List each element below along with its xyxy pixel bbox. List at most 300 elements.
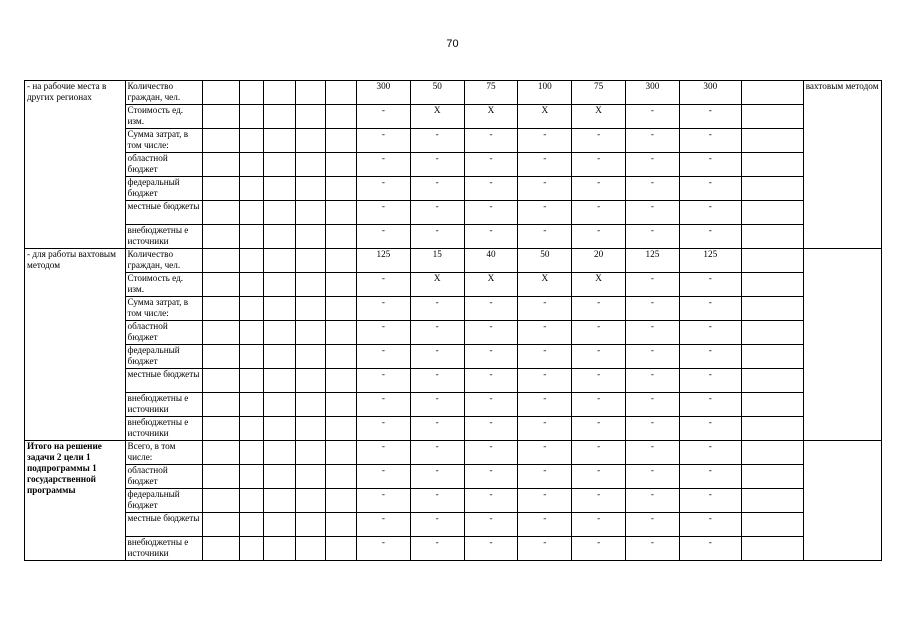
empty-cell (202, 321, 240, 345)
metric-label: Количество граждан, чел. (125, 249, 202, 273)
empty-cell (325, 417, 356, 441)
value-cell: 300 (679, 81, 741, 105)
table-row (25, 153, 882, 177)
value-cell: - (464, 297, 518, 321)
empty-cell (263, 153, 295, 177)
metric-label: местные бюджеты (125, 369, 202, 393)
empty-cell (325, 153, 356, 177)
empty-cell (263, 81, 295, 105)
table-row (25, 129, 882, 153)
value-cell: Х (464, 273, 518, 297)
empty-cell (263, 225, 295, 249)
value-cell: - (410, 297, 464, 321)
empty-cell (741, 129, 803, 153)
empty-cell (741, 537, 803, 561)
empty-cell (325, 537, 356, 561)
value-cell: - (626, 417, 680, 441)
value-cell: - (356, 321, 410, 345)
value-cell: - (679, 537, 741, 561)
value-cell: - (679, 393, 741, 417)
empty-cell (741, 489, 803, 513)
value-cell: - (518, 345, 572, 369)
empty-cell (202, 441, 240, 465)
empty-cell (296, 369, 325, 393)
empty-cell (325, 513, 356, 537)
value-cell: - (572, 537, 626, 561)
empty-cell (325, 441, 356, 465)
value-cell: - (356, 177, 410, 201)
value-cell: 20 (572, 249, 626, 273)
value-cell: - (626, 321, 680, 345)
empty-cell (240, 297, 263, 321)
empty-cell (296, 105, 325, 129)
value-cell: - (464, 489, 518, 513)
value-cell: Х (410, 105, 464, 129)
empty-cell (296, 201, 325, 225)
metric-label: Всего, в том числе: (125, 441, 202, 465)
empty-cell (296, 489, 325, 513)
section-note: вахтовым методом (803, 81, 881, 249)
table-row (25, 81, 882, 105)
empty-cell (263, 273, 295, 297)
value-cell: - (356, 153, 410, 177)
empty-cell (202, 393, 240, 417)
value-cell: - (572, 369, 626, 393)
empty-cell (240, 465, 263, 489)
metric-label: Сумма затрат, в том числе: (125, 129, 202, 153)
empty-cell (325, 465, 356, 489)
value-cell: - (464, 321, 518, 345)
empty-cell (741, 513, 803, 537)
metric-label: федеральный бюджет (125, 489, 202, 513)
empty-cell (296, 393, 325, 417)
empty-cell (240, 129, 263, 153)
value-cell: 125 (626, 249, 680, 273)
value-cell: - (410, 393, 464, 417)
value-cell: - (626, 537, 680, 561)
value-cell: - (679, 465, 741, 489)
value-cell: - (572, 201, 626, 225)
value-cell: - (626, 369, 680, 393)
metric-label: федеральный бюджет (125, 345, 202, 369)
value-cell: - (356, 105, 410, 129)
empty-cell (325, 345, 356, 369)
value-cell: - (410, 369, 464, 393)
empty-cell (263, 513, 295, 537)
empty-cell (240, 153, 263, 177)
value-cell: - (572, 393, 626, 417)
empty-cell (741, 225, 803, 249)
empty-cell (263, 321, 295, 345)
empty-cell (263, 177, 295, 201)
value-cell: - (518, 489, 572, 513)
metric-label: местные бюджеты (125, 201, 202, 225)
value-cell: Х (518, 105, 572, 129)
table-row (25, 369, 882, 393)
empty-cell (263, 129, 295, 153)
value-cell: Х (410, 273, 464, 297)
table-row (25, 273, 882, 297)
value-cell: - (518, 225, 572, 249)
value-cell: - (518, 537, 572, 561)
value-cell: - (410, 153, 464, 177)
value-cell: - (626, 177, 680, 201)
table-row (25, 441, 882, 465)
empty-cell (741, 369, 803, 393)
empty-cell (296, 81, 325, 105)
value-cell: - (626, 201, 680, 225)
empty-cell (325, 297, 356, 321)
empty-cell (296, 321, 325, 345)
empty-cell (240, 321, 263, 345)
empty-cell (263, 465, 295, 489)
value-cell: - (356, 441, 410, 465)
table-row (25, 105, 882, 129)
value-cell: - (679, 273, 741, 297)
empty-cell (263, 441, 295, 465)
empty-cell (202, 153, 240, 177)
empty-cell (240, 345, 263, 369)
empty-cell (325, 105, 356, 129)
value-cell: - (626, 153, 680, 177)
empty-cell (296, 225, 325, 249)
empty-cell (325, 369, 356, 393)
empty-cell (202, 345, 240, 369)
value-cell: Х (464, 105, 518, 129)
value-cell: - (464, 537, 518, 561)
value-cell: - (679, 321, 741, 345)
section-note (803, 249, 881, 441)
empty-cell (202, 129, 240, 153)
value-cell: - (410, 201, 464, 225)
value-cell: - (356, 225, 410, 249)
empty-cell (741, 297, 803, 321)
empty-cell (202, 513, 240, 537)
empty-cell (202, 369, 240, 393)
budget-table (24, 80, 882, 561)
value-cell: 15 (410, 249, 464, 273)
empty-cell (202, 201, 240, 225)
value-cell: 50 (518, 249, 572, 273)
empty-cell (741, 273, 803, 297)
section-title: - на рабочие места в других регионах (25, 81, 126, 249)
value-cell: - (464, 393, 518, 417)
empty-cell (325, 201, 356, 225)
value-cell: - (518, 393, 572, 417)
value-cell: - (410, 321, 464, 345)
value-cell: - (518, 129, 572, 153)
empty-cell (240, 393, 263, 417)
empty-cell (741, 393, 803, 417)
empty-cell (240, 249, 263, 273)
empty-cell (240, 489, 263, 513)
empty-cell (240, 81, 263, 105)
metric-label: Количество граждан, чел. (125, 81, 202, 105)
value-cell: - (572, 297, 626, 321)
empty-cell (202, 465, 240, 489)
section-title: Итого на решение задачи 2 цели 1 подпрограммы 1 государственной программы (25, 441, 126, 561)
value-cell: - (572, 321, 626, 345)
table-row (25, 537, 882, 561)
empty-cell (202, 105, 240, 129)
value-cell: - (518, 369, 572, 393)
value-cell: Х (572, 273, 626, 297)
metric-label: внебюджетны е источники (125, 417, 202, 441)
value-cell: - (410, 513, 464, 537)
empty-cell (325, 129, 356, 153)
value-cell: - (679, 417, 741, 441)
value-cell: - (356, 201, 410, 225)
value-cell: - (626, 513, 680, 537)
value-cell: - (518, 513, 572, 537)
empty-cell (741, 249, 803, 273)
value-cell: 50 (410, 81, 464, 105)
value-cell: - (464, 225, 518, 249)
value-cell: 40 (464, 249, 518, 273)
empty-cell (240, 417, 263, 441)
value-cell: 75 (572, 81, 626, 105)
value-cell: - (572, 225, 626, 249)
empty-cell (296, 297, 325, 321)
value-cell: - (410, 441, 464, 465)
value-cell: - (518, 465, 572, 489)
value-cell: - (626, 105, 680, 129)
value-cell: - (679, 177, 741, 201)
value-cell: 300 (356, 81, 410, 105)
empty-cell (240, 369, 263, 393)
value-cell: - (464, 465, 518, 489)
empty-cell (296, 153, 325, 177)
empty-cell (296, 345, 325, 369)
table-row (25, 513, 882, 537)
empty-cell (325, 225, 356, 249)
value-cell: - (356, 393, 410, 417)
empty-cell (741, 417, 803, 441)
empty-cell (240, 225, 263, 249)
value-cell: - (626, 441, 680, 465)
empty-cell (296, 417, 325, 441)
value-cell: - (464, 441, 518, 465)
empty-cell (202, 273, 240, 297)
value-cell: - (356, 513, 410, 537)
value-cell: - (410, 489, 464, 513)
empty-cell (202, 81, 240, 105)
value-cell: - (518, 201, 572, 225)
table-row (25, 321, 882, 345)
value-cell: 125 (679, 249, 741, 273)
empty-cell (263, 369, 295, 393)
value-cell: - (626, 393, 680, 417)
value-cell: Х (572, 105, 626, 129)
empty-cell (202, 297, 240, 321)
value-cell: - (572, 153, 626, 177)
value-cell: - (679, 489, 741, 513)
table-row (25, 297, 882, 321)
value-cell: 300 (626, 81, 680, 105)
table-row (25, 345, 882, 369)
value-cell: - (518, 441, 572, 465)
value-cell: - (679, 129, 741, 153)
value-cell: - (356, 465, 410, 489)
value-cell: - (679, 153, 741, 177)
empty-cell (240, 537, 263, 561)
metric-label: внебюджетны е источники (125, 537, 202, 561)
empty-cell (296, 273, 325, 297)
empty-cell (263, 489, 295, 513)
empty-cell (263, 393, 295, 417)
value-cell: - (356, 369, 410, 393)
empty-cell (741, 177, 803, 201)
metric-label: областной бюджет (125, 153, 202, 177)
empty-cell (202, 489, 240, 513)
value-cell: - (464, 177, 518, 201)
empty-cell (741, 465, 803, 489)
page-number: 70 (446, 38, 459, 50)
value-cell: - (464, 153, 518, 177)
value-cell: 100 (518, 81, 572, 105)
value-cell: - (626, 273, 680, 297)
value-cell: 125 (356, 249, 410, 273)
metric-label: местные бюджеты (125, 513, 202, 537)
metric-label: областной бюджет (125, 465, 202, 489)
value-cell: - (572, 513, 626, 537)
value-cell: - (356, 537, 410, 561)
value-cell: - (518, 321, 572, 345)
value-cell: - (518, 153, 572, 177)
value-cell: - (572, 345, 626, 369)
empty-cell (325, 489, 356, 513)
value-cell: - (518, 417, 572, 441)
value-cell: - (679, 297, 741, 321)
value-cell: 75 (464, 81, 518, 105)
empty-cell (741, 441, 803, 465)
value-cell: - (410, 225, 464, 249)
value-cell: - (356, 345, 410, 369)
value-cell: - (572, 441, 626, 465)
empty-cell (202, 225, 240, 249)
value-cell: - (679, 369, 741, 393)
value-cell: - (572, 417, 626, 441)
value-cell: - (679, 225, 741, 249)
empty-cell (325, 81, 356, 105)
empty-cell (741, 81, 803, 105)
empty-cell (741, 153, 803, 177)
value-cell: - (410, 177, 464, 201)
empty-cell (741, 345, 803, 369)
table-row (25, 177, 882, 201)
empty-cell (240, 201, 263, 225)
empty-cell (296, 441, 325, 465)
value-cell: - (626, 345, 680, 369)
empty-cell (296, 177, 325, 201)
value-cell: - (679, 441, 741, 465)
value-cell: - (356, 489, 410, 513)
value-cell: - (518, 177, 572, 201)
metric-label: областной бюджет (125, 321, 202, 345)
value-cell: - (464, 369, 518, 393)
empty-cell (296, 465, 325, 489)
value-cell: - (410, 417, 464, 441)
empty-cell (325, 177, 356, 201)
section-note (803, 441, 881, 561)
value-cell: - (356, 273, 410, 297)
value-cell: - (356, 129, 410, 153)
value-cell: - (464, 201, 518, 225)
empty-cell (325, 393, 356, 417)
empty-cell (202, 417, 240, 441)
value-cell: - (572, 177, 626, 201)
empty-cell (240, 441, 263, 465)
empty-cell (296, 537, 325, 561)
value-cell: - (572, 129, 626, 153)
table-row (25, 465, 882, 489)
value-cell: - (572, 489, 626, 513)
value-cell: - (464, 129, 518, 153)
empty-cell (741, 201, 803, 225)
empty-cell (296, 513, 325, 537)
value-cell: - (626, 129, 680, 153)
empty-cell (240, 513, 263, 537)
value-cell: - (679, 513, 741, 537)
empty-cell (325, 249, 356, 273)
value-cell: - (356, 297, 410, 321)
empty-cell (263, 537, 295, 561)
metric-label: Стоимость ед. изм. (125, 105, 202, 129)
value-cell: Х (518, 273, 572, 297)
value-cell: - (410, 129, 464, 153)
value-cell: - (518, 297, 572, 321)
value-cell: - (572, 465, 626, 489)
table-row (25, 201, 882, 225)
empty-cell (263, 249, 295, 273)
value-cell: - (626, 225, 680, 249)
metric-label: Стоимость ед. изм. (125, 273, 202, 297)
value-cell: - (410, 537, 464, 561)
metric-label: внебюджетны е источники (125, 225, 202, 249)
value-cell: - (679, 345, 741, 369)
empty-cell (325, 273, 356, 297)
value-cell: - (410, 465, 464, 489)
value-cell: - (410, 345, 464, 369)
metric-label: федеральный бюджет (125, 177, 202, 201)
empty-cell (263, 201, 295, 225)
empty-cell (240, 177, 263, 201)
table-row (25, 393, 882, 417)
metric-label: Сумма затрат, в том числе: (125, 297, 202, 321)
value-cell: - (464, 513, 518, 537)
value-cell: - (626, 297, 680, 321)
empty-cell (240, 273, 263, 297)
empty-cell (263, 417, 295, 441)
value-cell: - (464, 417, 518, 441)
value-cell: - (626, 489, 680, 513)
table-row (25, 249, 882, 273)
empty-cell (741, 321, 803, 345)
value-cell: - (679, 105, 741, 129)
metric-label: внебюджетны е источники (125, 393, 202, 417)
empty-cell (240, 105, 263, 129)
value-cell: - (679, 201, 741, 225)
empty-cell (296, 129, 325, 153)
empty-cell (263, 297, 295, 321)
empty-cell (296, 249, 325, 273)
empty-cell (202, 249, 240, 273)
value-cell: - (464, 345, 518, 369)
empty-cell (263, 105, 295, 129)
empty-cell (741, 105, 803, 129)
empty-cell (263, 345, 295, 369)
empty-cell (202, 177, 240, 201)
